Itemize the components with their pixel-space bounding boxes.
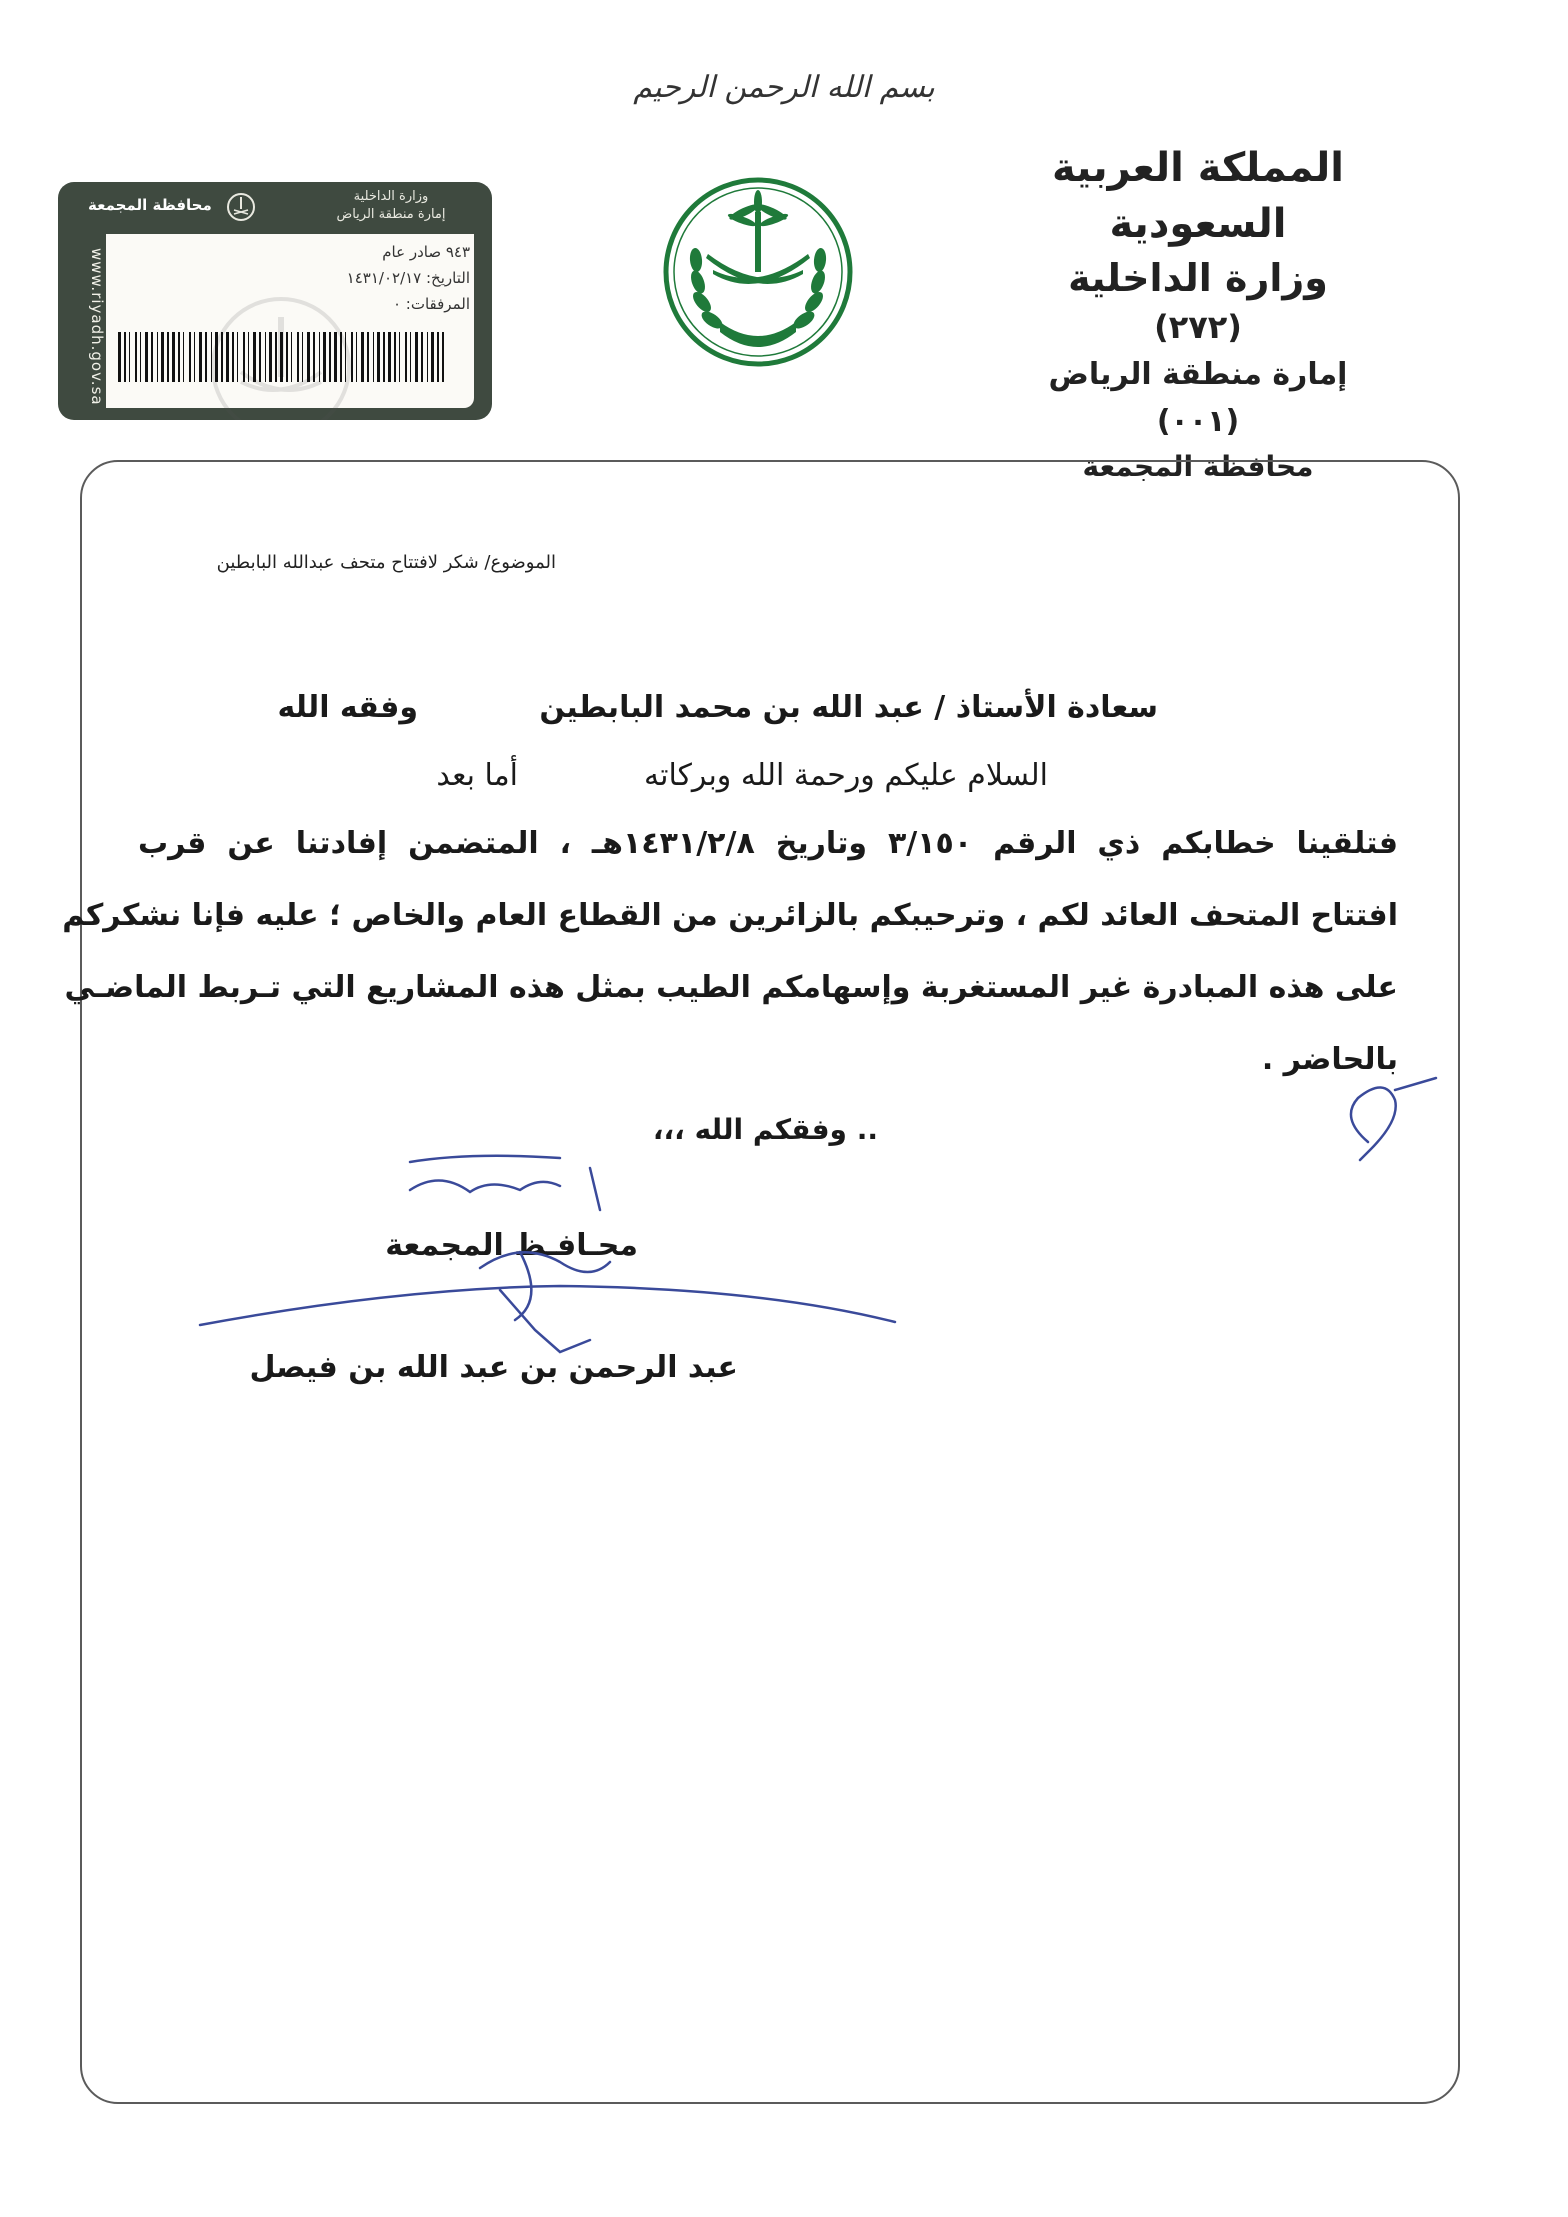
barcode-bar (421, 332, 423, 382)
barcode-bar (286, 332, 288, 382)
barcode-bar (383, 332, 385, 382)
barcode-bar (442, 332, 444, 382)
barcode-bar (161, 332, 164, 382)
barcode-bar (243, 332, 245, 382)
barcode-bar (118, 332, 121, 382)
barcode-bar (367, 332, 369, 382)
barcode-bar (437, 332, 439, 382)
stamp-url: www.riyadh.gov.sa (88, 248, 106, 406)
barcode-bar (178, 332, 180, 382)
barcode-bar (373, 332, 374, 382)
stamp-attachments: المرفقات: ٠ (392, 295, 470, 313)
barcode-bar (297, 332, 299, 382)
barcode-bar (265, 332, 266, 382)
barcode-bar (221, 332, 223, 382)
greeting: السلام عليكم ورحمة الله وبركاته (644, 758, 1048, 793)
barcode-bar (405, 332, 407, 382)
barcode-bar (307, 332, 310, 382)
barcode-bar (199, 332, 202, 382)
addressee-blessing: وفقه الله (277, 690, 418, 725)
stamp-emirate: إمارة منطقة الرياض (336, 207, 446, 222)
barcode-bar (351, 332, 353, 382)
barcode-bar (319, 332, 320, 382)
barcode-bar (205, 332, 207, 382)
ministry-name: وزارة الداخلية (1068, 256, 1328, 300)
kingdom-name: المملكة العربية السعودية (1052, 145, 1344, 247)
barcode-bar (157, 332, 158, 382)
barcode-bar (215, 332, 218, 382)
body-line-4: بالحاضر . (1261, 1042, 1398, 1077)
barcode-bar (237, 332, 238, 382)
barcode-bar (140, 332, 141, 382)
barcode-bar (329, 332, 331, 382)
barcode-bar (313, 332, 315, 382)
barcode-bar (361, 332, 364, 382)
barcode-bar (334, 332, 337, 382)
barcode-bar (248, 332, 249, 382)
barcode-bar (415, 332, 418, 382)
barcode-bar (356, 332, 357, 382)
barcode-bar (302, 332, 303, 382)
body-line-3: على هذه المبادرة غير المستغربة وإسهامكم الطيب بمثل هذه المشاريع التي تـربط الماضـي (64, 970, 1398, 1005)
barcode-bar (269, 332, 272, 382)
barcode-bar (135, 332, 137, 382)
emirate-name: إمارة منطقة الرياض (1048, 357, 1348, 392)
closing: .. وفقكم الله ،،، (652, 1113, 878, 1146)
barcode-bar (124, 332, 126, 382)
barcode-bar (172, 332, 175, 382)
body-line-2: افتتاح المتحف العائد لكم ، وترحيبكم بالزائرين من القطاع العام والخاص ؛ عليه فإنا نشكركم (62, 898, 1398, 933)
barcode-bar (345, 332, 346, 382)
barcode-bar (399, 332, 400, 382)
subject-line: الموضوع/ شكر لافتتاح متحف عبدالله البابطين (216, 552, 556, 573)
barcode-bar (145, 332, 148, 382)
barcode-bar (291, 332, 292, 382)
barcode-bar (323, 332, 326, 382)
barcode-bar (151, 332, 153, 382)
barcode-bar (259, 332, 261, 382)
barcode-bar (388, 332, 391, 382)
stamp-header (316, 188, 466, 224)
letterhead (988, 140, 1408, 490)
barcode-bar (167, 332, 169, 382)
governorate-name: محافظة المجمعة (1082, 450, 1314, 483)
barcode-bar (280, 332, 283, 382)
barcode-bar (253, 332, 256, 382)
saudi-emblem-icon (658, 172, 858, 382)
basmala: بسم الله الرحمن الرحيم (633, 70, 935, 105)
barcode-bar (183, 332, 184, 382)
signatory-title: محـافـظ المجمعة (385, 1228, 638, 1263)
barcode-bar (189, 332, 191, 382)
barcode-bar (194, 332, 195, 382)
body-line-1: فتلقينا خطابكم ذي الرقم ٣/١٥٠ وتاريخ ١٤٣١/٢/٨هـ ، المتضمن إفادتنا عن قرب (138, 826, 1398, 861)
barcode (118, 332, 444, 382)
greeting-then: أما بعد (436, 758, 518, 793)
stamp-number: ٩٤٣ صادر عام (382, 243, 470, 261)
barcode-bar (232, 332, 234, 382)
stamp-emblem-icon (226, 190, 256, 224)
reference-stamp (58, 182, 492, 420)
barcode-bar (427, 332, 428, 382)
stamp-ministry: وزارة الداخلية (353, 189, 429, 204)
barcode-bar (211, 332, 212, 382)
barcode-bar (226, 332, 229, 382)
ministry-code: (٢٧٢) (1154, 308, 1242, 346)
barcode-bar (394, 332, 396, 382)
barcode-bar (340, 332, 342, 382)
stamp-date: التاريخ: ١٤٣١/٠٢/١٧ (346, 269, 470, 287)
barcode-bar (275, 332, 277, 382)
barcode-bar (377, 332, 380, 382)
barcode-bar (129, 332, 130, 382)
emirate-code: (٠٠١) (1156, 404, 1240, 439)
barcode-bar (431, 332, 434, 382)
addressee: سعادة الأستاذ / عبد الله بن محمد البابطين (539, 690, 1158, 725)
barcode-bar (410, 332, 411, 382)
signatory-name: عبد الرحمن بن عبد الله بن فيصل (249, 1350, 738, 1385)
stamp-governorate: محافظة المجمعة (88, 196, 212, 214)
